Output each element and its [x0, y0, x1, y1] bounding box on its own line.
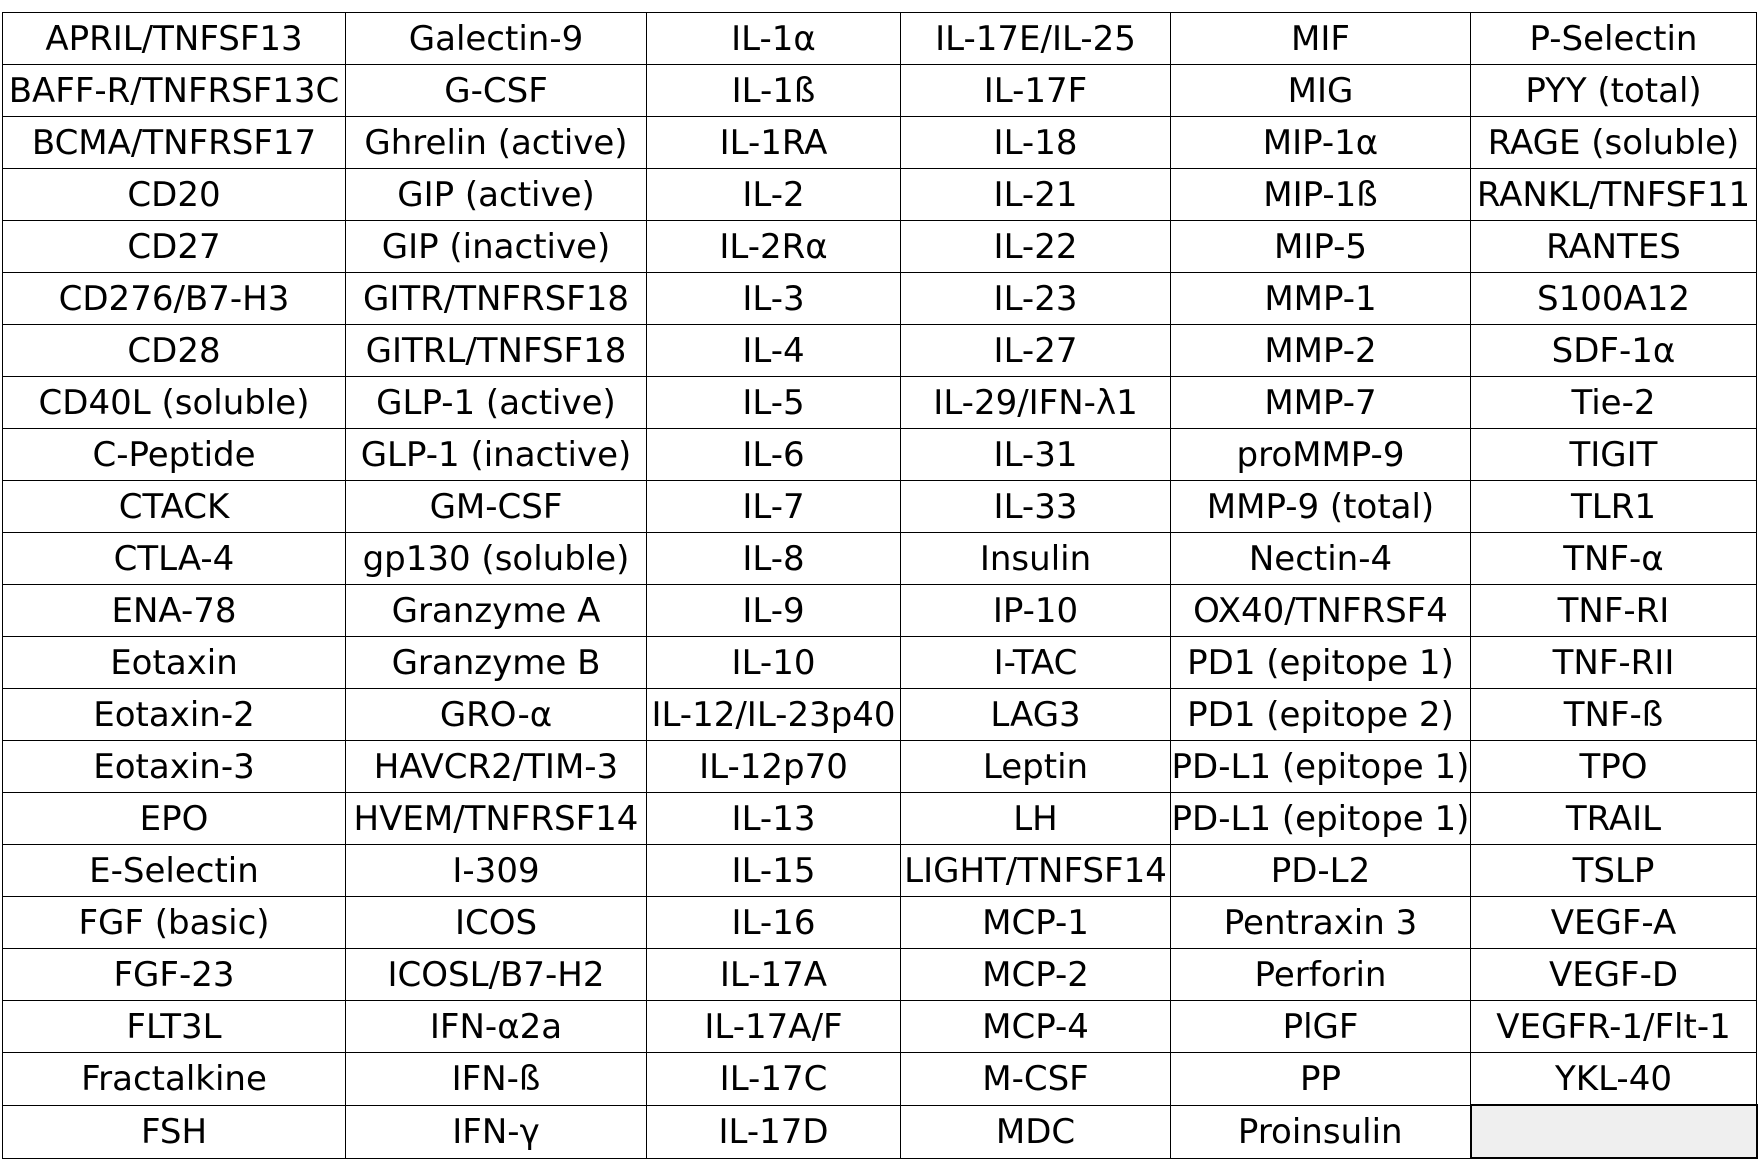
table-cell: IL-6: [647, 429, 901, 481]
table-cell: Nectin-4: [1171, 533, 1471, 585]
table-cell: Ghrelin (active): [346, 117, 647, 169]
table-cell: IL-29/IFN-λ1: [901, 377, 1171, 429]
table-cell: C-Peptide: [3, 429, 346, 481]
table-cell: IL-4: [647, 325, 901, 377]
table-cell: PP: [1171, 1053, 1471, 1106]
table-cell: ENA-78: [3, 585, 346, 637]
table-cell: PD-L2: [1171, 845, 1471, 897]
table-cell: M-CSF: [901, 1053, 1171, 1106]
table-cell: OX40/TNFRSF4: [1171, 585, 1471, 637]
analyte-table-body: [3, 13, 1757, 1159]
table-row: [3, 845, 1757, 897]
table-cell: IL-18: [901, 117, 1171, 169]
table-cell: IL-31: [901, 429, 1171, 481]
table-cell: TPO: [1471, 741, 1757, 793]
table-cell: IL-12/IL-23p40: [647, 689, 901, 741]
table-cell: CD40L (soluble): [3, 377, 346, 429]
table-cell: GIP (active): [346, 169, 647, 221]
table-cell: IL-17A/F: [647, 1001, 901, 1053]
table-row: [3, 1105, 1757, 1158]
table-cell: IFN-γ: [346, 1105, 647, 1158]
table-row: [3, 377, 1757, 429]
empty-cell: [1471, 1105, 1757, 1158]
table-cell: FLT3L: [3, 1001, 346, 1053]
table-cell: ICOSL/B7-H2: [346, 949, 647, 1001]
table-cell: IL-15: [647, 845, 901, 897]
table-cell: PlGF: [1171, 1001, 1471, 1053]
table-cell: VEGF-D: [1471, 949, 1757, 1001]
table-cell: G-CSF: [346, 65, 647, 117]
table-cell: TNF-ß: [1471, 689, 1757, 741]
table-cell: IL-7: [647, 481, 901, 533]
table-cell: IL-33: [901, 481, 1171, 533]
table-cell: CTLA-4: [3, 533, 346, 585]
table-cell: RANKL/TNFSF11: [1471, 169, 1757, 221]
table-cell: MMP-9 (total): [1171, 481, 1471, 533]
table-row: [3, 741, 1757, 793]
table-cell: Insulin: [901, 533, 1171, 585]
table-cell: CD28: [3, 325, 346, 377]
table-cell: Eotaxin: [3, 637, 346, 689]
table-cell: MMP-2: [1171, 325, 1471, 377]
table-cell: TNF-RI: [1471, 585, 1757, 637]
table-cell: MIP-1α: [1171, 117, 1471, 169]
table-cell: TRAIL: [1471, 793, 1757, 845]
table-cell: LH: [901, 793, 1171, 845]
table-cell: MMP-7: [1171, 377, 1471, 429]
table-cell: GLP-1 (active): [346, 377, 647, 429]
table-cell: MCP-2: [901, 949, 1171, 1001]
table-cell: IL-2Rα: [647, 221, 901, 273]
table-cell: IFN-ß: [346, 1053, 647, 1106]
table-cell: GM-CSF: [346, 481, 647, 533]
table-cell: GIP (inactive): [346, 221, 647, 273]
table-cell: MIG: [1171, 65, 1471, 117]
table-cell: HVEM/TNFRSF14: [346, 793, 647, 845]
table-cell: VEGFR-1/Flt-1: [1471, 1001, 1757, 1053]
table-cell: I-TAC: [901, 637, 1171, 689]
table-cell: TLR1: [1471, 481, 1757, 533]
table-cell: IL-21: [901, 169, 1171, 221]
table-cell: GITRL/TNFSF18: [346, 325, 647, 377]
table-cell: CD276/B7-H3: [3, 273, 346, 325]
table-cell: IL-22: [901, 221, 1171, 273]
table-cell: I-309: [346, 845, 647, 897]
table-cell: IL-8: [647, 533, 901, 585]
table-cell: TNF-RII: [1471, 637, 1757, 689]
table-cell: E-Selectin: [3, 845, 346, 897]
table-cell: Pentraxin 3: [1171, 897, 1471, 949]
table-cell: Eotaxin-2: [3, 689, 346, 741]
table-cell: GLP-1 (inactive): [346, 429, 647, 481]
table-cell: TSLP: [1471, 845, 1757, 897]
table-cell: MIP-5: [1171, 221, 1471, 273]
table-row: [3, 221, 1757, 273]
table-cell: YKL-40: [1471, 1053, 1757, 1106]
table-row: [3, 533, 1757, 585]
table-cell: IL-12p70: [647, 741, 901, 793]
table-cell: IL-17E/IL-25: [901, 13, 1171, 65]
table-cell: PD-L1 (epitope 1): [1171, 741, 1471, 793]
analyte-table: [2, 12, 1758, 1159]
table-cell: MCP-4: [901, 1001, 1171, 1053]
table-cell: IL-16: [647, 897, 901, 949]
table-cell: Proinsulin: [1171, 1105, 1471, 1158]
table-cell: IL-17C: [647, 1053, 901, 1106]
table-cell: IL-3: [647, 273, 901, 325]
table-cell: IP-10: [901, 585, 1171, 637]
table-row: [3, 637, 1757, 689]
table-row: [3, 585, 1757, 637]
table-cell: IL-17A: [647, 949, 901, 1001]
table-cell: CD27: [3, 221, 346, 273]
table-row: [3, 1001, 1757, 1053]
table-row: [3, 169, 1757, 221]
table-row: [3, 13, 1757, 65]
table-cell: IL-1RA: [647, 117, 901, 169]
table-cell: VEGF-A: [1471, 897, 1757, 949]
table-cell: APRIL/TNFSF13: [3, 13, 346, 65]
table-cell: EPO: [3, 793, 346, 845]
table-cell: GRO-α: [346, 689, 647, 741]
table-cell: MCP-1: [901, 897, 1171, 949]
table-cell: IL-2: [647, 169, 901, 221]
table-cell: IL-9: [647, 585, 901, 637]
table-cell: IL-17F: [901, 65, 1171, 117]
table-cell: IL-5: [647, 377, 901, 429]
table-cell: TNF-α: [1471, 533, 1757, 585]
table-cell: BCMA/TNFRSF17: [3, 117, 346, 169]
table-cell: Granzyme B: [346, 637, 647, 689]
table-cell: IL-27: [901, 325, 1171, 377]
table-cell: PD1 (epitope 1): [1171, 637, 1471, 689]
table-row: [3, 689, 1757, 741]
table-cell: Granzyme A: [346, 585, 647, 637]
table-cell: Tie-2: [1471, 377, 1757, 429]
table-cell: S100A12: [1471, 273, 1757, 325]
table-cell: ICOS: [346, 897, 647, 949]
table-cell: IL-13: [647, 793, 901, 845]
table-row: [3, 273, 1757, 325]
table-cell: Eotaxin-3: [3, 741, 346, 793]
table-row: [3, 429, 1757, 481]
table-row: [3, 793, 1757, 845]
table-row: [3, 117, 1757, 169]
table-cell: GITR/TNFRSF18: [346, 273, 647, 325]
table-cell: MMP-1: [1171, 273, 1471, 325]
table-cell: Perforin: [1171, 949, 1471, 1001]
table-cell: IFN-α2a: [346, 1001, 647, 1053]
table-cell: HAVCR2/TIM-3: [346, 741, 647, 793]
table-cell: RANTES: [1471, 221, 1757, 273]
table-cell: MIP-1ß: [1171, 169, 1471, 221]
table-cell: gp130 (soluble): [346, 533, 647, 585]
table-row: [3, 65, 1757, 117]
table-cell: LIGHT/TNFSF14: [901, 845, 1171, 897]
table-cell: Leptin: [901, 741, 1171, 793]
table-row: [3, 481, 1757, 533]
table-cell: IL-1ß: [647, 65, 901, 117]
table-cell: RAGE (soluble): [1471, 117, 1757, 169]
table-cell: IL-23: [901, 273, 1171, 325]
table-cell: PD1 (epitope 2): [1171, 689, 1471, 741]
table-cell: PYY (total): [1471, 65, 1757, 117]
table-cell: MDC: [901, 1105, 1171, 1158]
table-cell: proMMP-9: [1171, 429, 1471, 481]
table-cell: Fractalkine: [3, 1053, 346, 1106]
table-cell: CTACK: [3, 481, 346, 533]
table-cell: FGF-23: [3, 949, 346, 1001]
table-cell: TIGIT: [1471, 429, 1757, 481]
table-cell: IL-1α: [647, 13, 901, 65]
table-row: [3, 949, 1757, 1001]
table-cell: SDF-1α: [1471, 325, 1757, 377]
table-cell: P-Selectin: [1471, 13, 1757, 65]
table-row: [3, 325, 1757, 377]
table-cell: FSH: [3, 1105, 346, 1158]
table-cell: CD20: [3, 169, 346, 221]
table-row: [3, 897, 1757, 949]
table-cell: IL-17D: [647, 1105, 901, 1158]
table-cell: Galectin-9: [346, 13, 647, 65]
table-cell: BAFF-R/TNFRSF13C: [3, 65, 346, 117]
table-cell: PD-L1 (epitope 1): [1171, 793, 1471, 845]
table-row: [3, 1053, 1757, 1106]
table-cell: IL-10: [647, 637, 901, 689]
table-cell: LAG3: [901, 689, 1171, 741]
table-cell: FGF (basic): [3, 897, 346, 949]
table-cell: MIF: [1171, 13, 1471, 65]
